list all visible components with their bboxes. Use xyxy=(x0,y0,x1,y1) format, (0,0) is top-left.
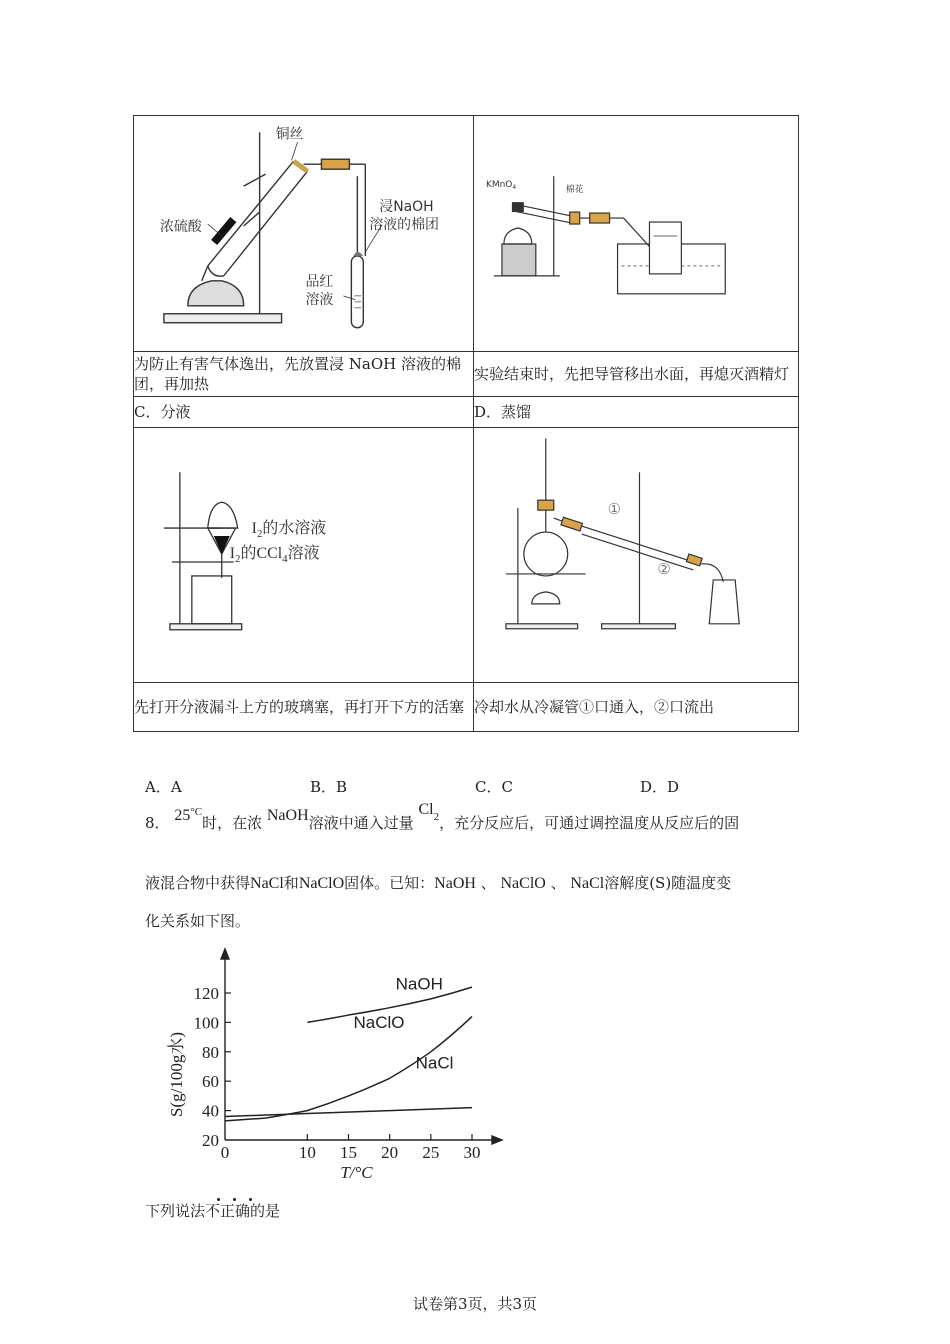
series-label-naoh: NaOH xyxy=(395,974,443,994)
y-tick-label: 40 xyxy=(202,1101,219,1121)
label-naoh-cotton-2: 溶液的棉团 xyxy=(369,217,439,234)
q8-text-mid2: ，充分反应后，可通过调控温度从反应后的固 xyxy=(439,814,740,832)
formula-naoh: NaOH xyxy=(266,807,309,824)
apparatus-d-cell xyxy=(474,428,799,683)
option-d-description: 冷却水从冷凝管①口通入，②口流出 xyxy=(474,683,799,732)
x-tick-label: 15 xyxy=(340,1143,357,1162)
page-footer: 试卷第3页，共3页 xyxy=(412,1295,538,1313)
series-label-naclo: NaClO xyxy=(353,1012,405,1032)
y-tick-label: 80 xyxy=(202,1042,219,1062)
option-c-description: 先打开分液漏斗上方的玻璃塞，再打开下方的活塞 xyxy=(134,683,474,732)
choice-c: C．C xyxy=(475,778,513,796)
option-c-heading: C．分液 xyxy=(134,397,474,428)
formula-naoh-2: NaOH xyxy=(434,875,476,892)
q8-text-solubility: 溶解度(S)随温度变 xyxy=(604,874,732,892)
formula-nacl-2: NaCl xyxy=(570,875,605,892)
emphasis-dot-1 xyxy=(217,1198,220,1201)
label-magenta-1: 品红 xyxy=(305,273,334,290)
y-tick-label: 60 xyxy=(202,1072,219,1092)
series-line-nacl xyxy=(225,1108,472,1117)
apparatus-c-cell xyxy=(134,428,474,683)
separatory-funnel-apparatus xyxy=(134,428,473,682)
question-8-line-3: 化关系如下图。 xyxy=(145,912,251,930)
y-tick-label: 100 xyxy=(193,1013,219,1033)
x-tick-label: 10 xyxy=(298,1143,316,1162)
q8-sep-1: 、 xyxy=(480,874,496,892)
y-tick-label: 20 xyxy=(202,1131,219,1150)
choice-d: D．D xyxy=(640,778,680,796)
label-i2-ccl4: $I_2$的CCl$_4$溶液 xyxy=(229,544,320,565)
formula-naclo-2: NaClO xyxy=(500,875,546,892)
choice-a: A．A xyxy=(145,778,182,796)
experiment-table xyxy=(133,115,799,732)
x-axis-title: T/°C xyxy=(340,1163,373,1182)
x-tick-label: 30 xyxy=(463,1143,481,1162)
y-axis-arrow xyxy=(221,949,229,959)
label-conc-sulfuric-acid: 浓硫酸 xyxy=(159,219,202,236)
distillation-apparatus xyxy=(474,428,798,682)
label-i2-aqueous: $I_2$的水溶液 xyxy=(251,520,327,541)
apparatus-a-cell xyxy=(134,116,474,352)
solubility-chart xyxy=(150,945,520,1190)
q8-text-shi: 时，在浓 xyxy=(202,814,263,832)
formula-cl2: $Cl_2$ xyxy=(418,801,440,823)
question-8-line-2 xyxy=(145,872,731,893)
label-cotton: 棉花 xyxy=(565,185,584,196)
label-outlet-2: ② xyxy=(657,559,671,578)
x-tick-label: 25 xyxy=(422,1143,440,1162)
label-copper-wire: 铜丝 xyxy=(275,126,304,143)
kmno4-apparatus xyxy=(474,116,798,351)
q8-text-obtain: 液混合物中获得 xyxy=(145,874,251,892)
emphasis-dot-2 xyxy=(233,1198,236,1201)
q8-text-mid1: 溶液中通入过量 xyxy=(308,814,414,832)
x-tick-label: 20 xyxy=(381,1143,399,1162)
label-kmno4: KMnO$_4$ xyxy=(485,180,517,192)
q8-text-known: 固体。已知： xyxy=(344,874,435,892)
q8-sep-2: 、 xyxy=(550,874,566,892)
x-tick-label: 0 xyxy=(220,1143,230,1162)
label-magenta-2: 溶液 xyxy=(305,291,334,308)
question-8-prompt: 下列说法不正确的是 xyxy=(145,1202,281,1220)
formula-naclo: NaClO xyxy=(298,875,345,892)
y-tick-label: 120 xyxy=(193,984,219,1003)
choice-b: B．B xyxy=(310,778,348,796)
formula-nacl: NaCl xyxy=(250,875,284,892)
y-axis-title: S(g/100g水) xyxy=(167,1032,186,1117)
apparatus-b-cell xyxy=(474,116,799,352)
question-number: 8． xyxy=(145,814,170,832)
label-naoh-cotton-1: 浸NaOH xyxy=(379,199,434,216)
x-axis-arrow xyxy=(492,1136,502,1144)
q8-text-and: 和 xyxy=(283,874,299,892)
option-b-description: 实验结束时，先把导管移出水面，再熄灭酒精灯 xyxy=(474,352,799,397)
option-d-heading: D．蒸馏 xyxy=(474,397,799,428)
label-inlet-1: ① xyxy=(607,500,621,519)
question-8-line-1 xyxy=(145,801,740,833)
option-a-description: 为防止有害气体逸出，先放置浸 NaOH 溶液的棉团，再加热 xyxy=(134,352,474,397)
emphasis-dot-3 xyxy=(249,1198,252,1201)
temperature-value: $25^{^\circ C}$ xyxy=(174,806,203,824)
copper-acid-apparatus xyxy=(134,116,473,351)
series-label-nacl: NaCl xyxy=(415,1053,454,1073)
